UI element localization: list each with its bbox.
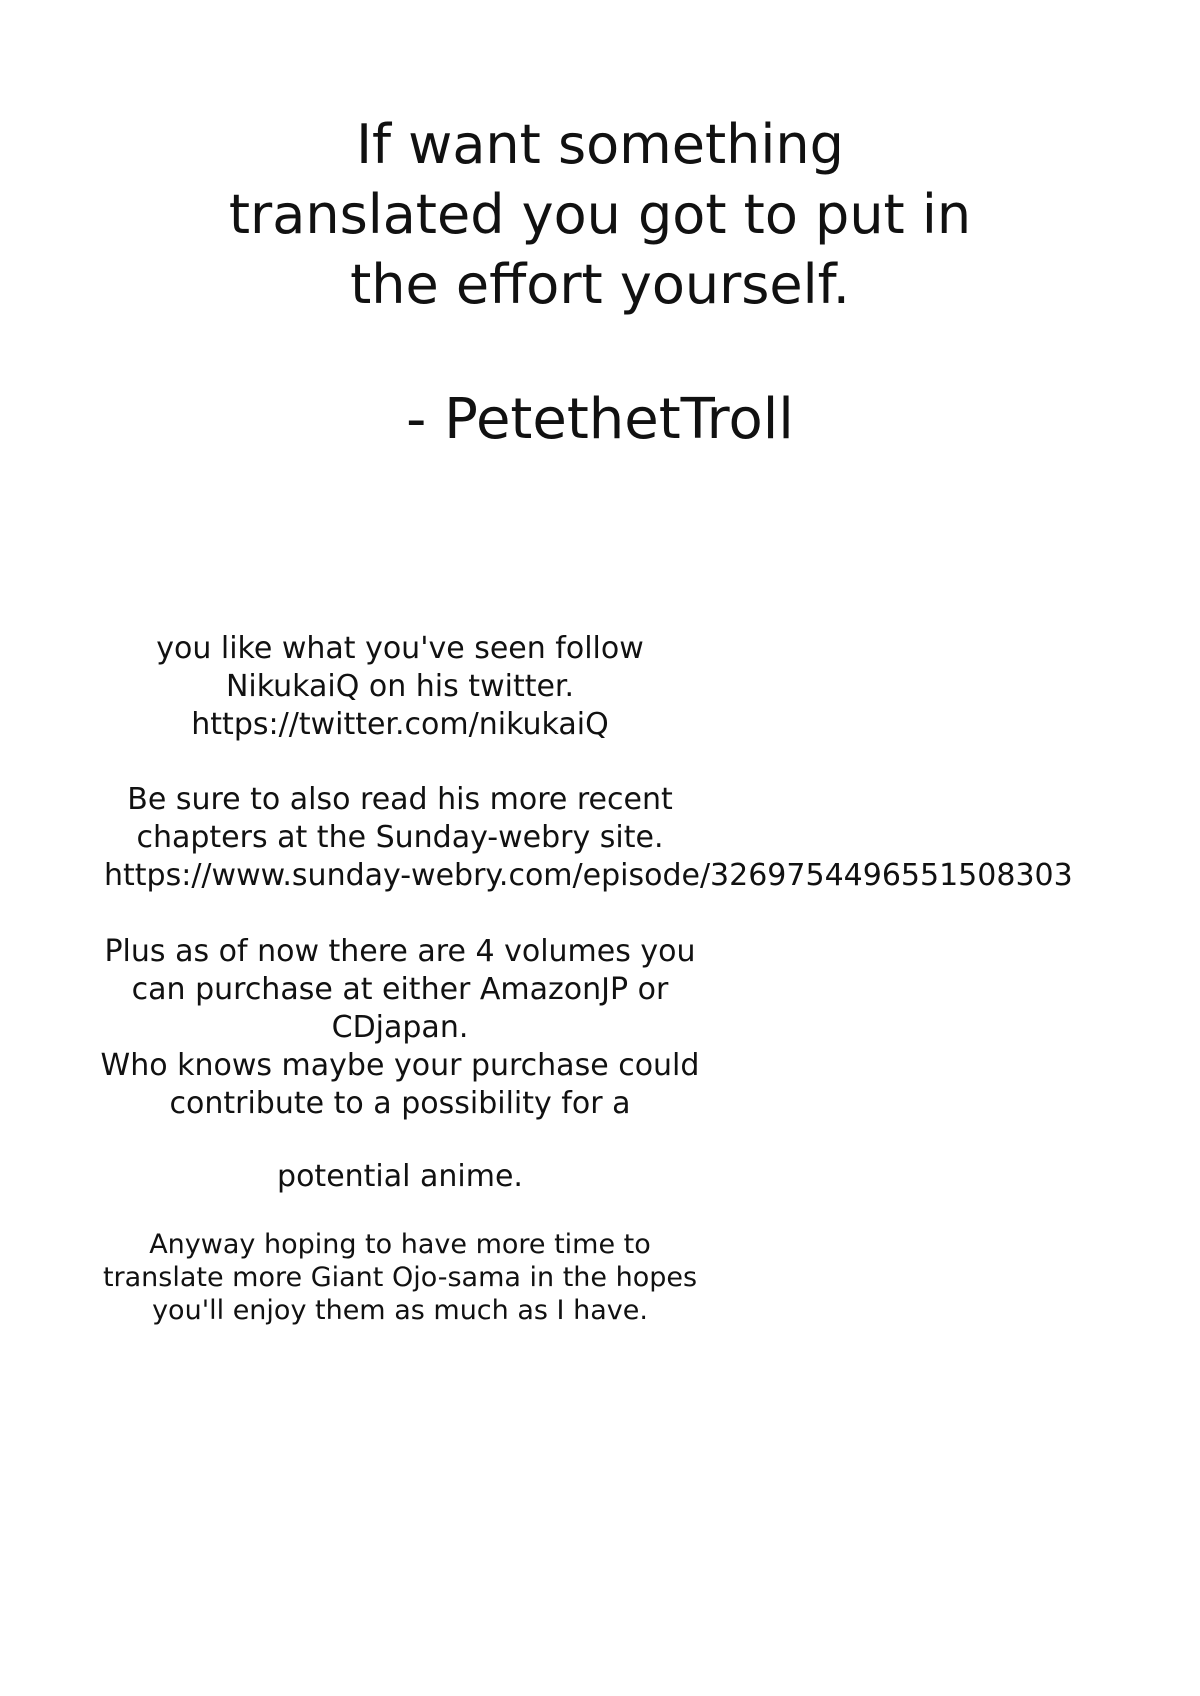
paragraph-line: contribute to a possibility for a: [169, 1086, 631, 1121]
paragraph-line: Plus as of now there are 4 volumes you: [104, 934, 696, 969]
quote-line: If want something: [356, 113, 844, 176]
paragraph-line: chapters at the Sunday-webry site.: [136, 820, 664, 855]
sunday-webry-paragraph: [80, 781, 720, 857]
paragraph-line: you'll enjoy them as much as I have.: [152, 1295, 648, 1326]
sunday-webry-url: https://www.sunday-webry.com/episode/3269754496551508303: [104, 858, 1073, 893]
closing-paragraph: [80, 1228, 720, 1327]
quote-attribution: - PetethetTroll: [406, 387, 794, 452]
paragraph-line: can purchase at either AmazonJP or: [131, 972, 669, 1007]
twitter-follow-paragraph: [80, 630, 720, 744]
paragraph-line: you like what you've seen follow: [156, 631, 644, 666]
twitter-url: https://twitter.com/nikukaiQ: [191, 707, 609, 742]
quote-line: translated you got to put in: [228, 183, 972, 246]
paragraph-line: Anyway hoping to have more time to: [149, 1229, 651, 1260]
paragraph-line: CDjapan.: [331, 1010, 469, 1045]
paragraph-line: Who knows maybe your purchase could: [100, 1048, 700, 1083]
quote-line: the effort yourself.: [350, 253, 850, 316]
paragraph-line: NikukaiQ on his twitter.: [225, 669, 575, 704]
paragraph-line: Be sure to also read his more recent: [127, 782, 673, 817]
paragraph-line: translate more Giant Ojo-sama in the hopes: [102, 1262, 698, 1293]
quote-text: [160, 110, 1040, 320]
volumes-paragraph: [80, 933, 720, 1123]
potential-anime-line: potential anime.: [277, 1159, 523, 1194]
